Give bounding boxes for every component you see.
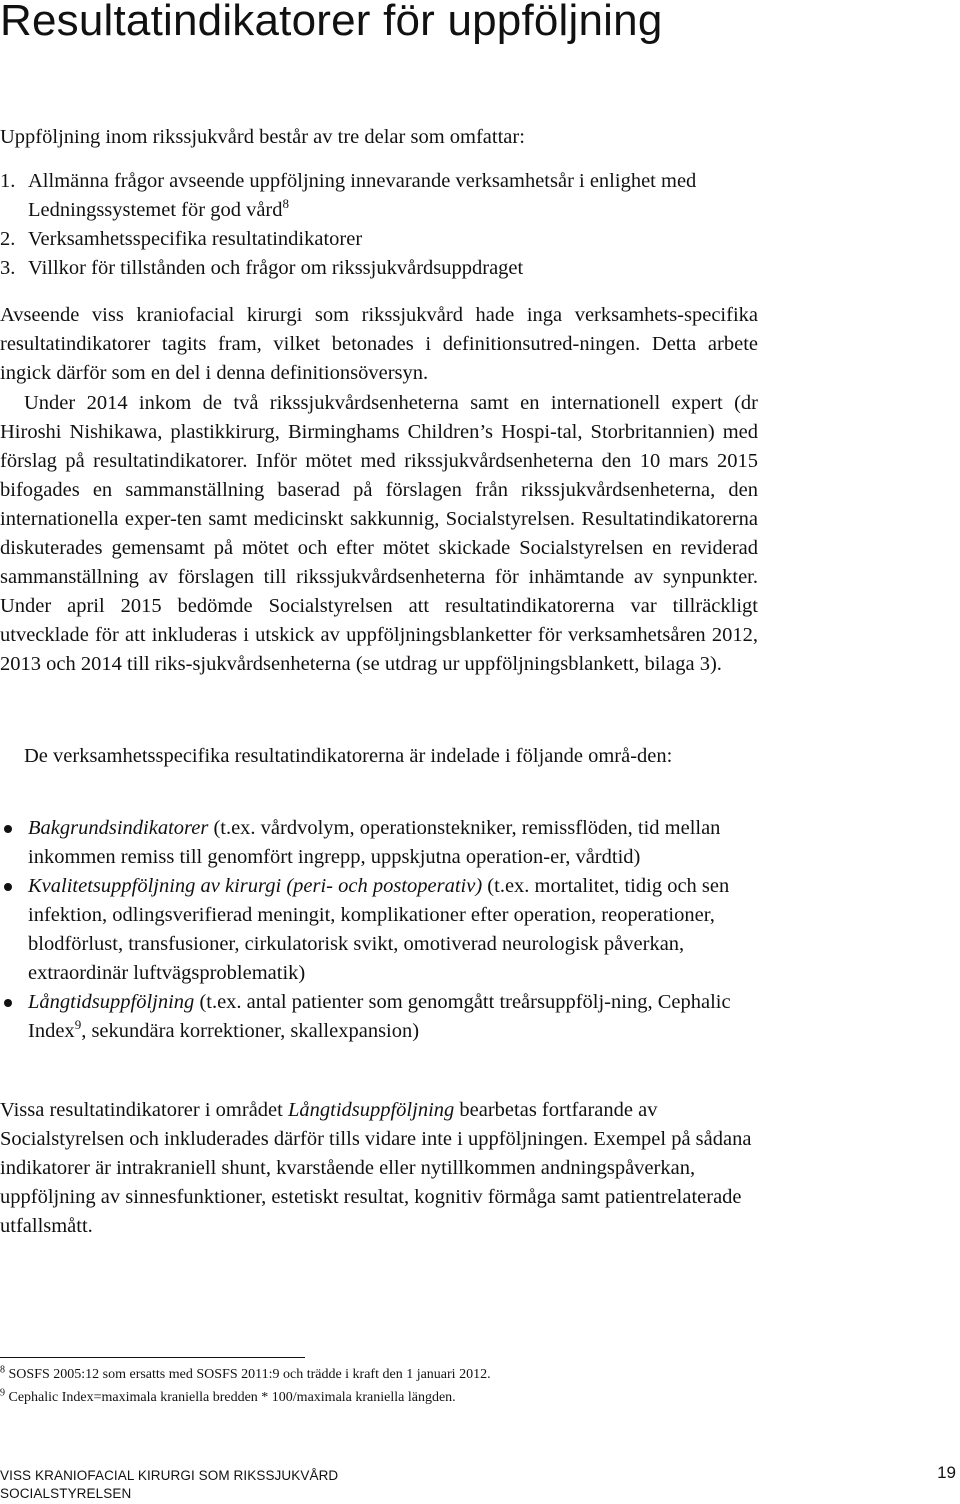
bullet-term: Bakgrundsindikatorer bbox=[28, 817, 209, 839]
footnote-number: 9 bbox=[0, 1387, 5, 1399]
bullet-text-continued: , sekundära korrektioner, skallexpansion) bbox=[81, 1020, 420, 1042]
footer-publisher: SOCIALSTYRELSEN bbox=[0, 1486, 132, 1501]
list-number: 3. bbox=[0, 257, 16, 279]
list-item bbox=[0, 225, 760, 254]
bullet-item bbox=[0, 814, 760, 872]
footnote-text: SOSFS 2005:12 som ersatts med SOSFS 2011:9 och trädde i kraft den 1 januari 2012. bbox=[5, 1367, 491, 1382]
bullet-text: (t.ex. vårdvolym, operationstekniker, remissflöden, tid mellan inkommen remiss till genomfört ingrepp, uppskjutna operation-er, vårdtid) bbox=[28, 817, 721, 868]
body-paragraph: Avseende viss kraniofacial kirurgi som rikssjukvård hade inga verksamhets-specifika resultatindikatorer tagits fram, vilket betonades i definitionsutred-ningen. Detta arbete ingick därför som en del i denna definitionsöversyn. bbox=[0, 304, 758, 384]
paragraph-text: Vissa resultatindikatorer i området bbox=[0, 1099, 288, 1121]
footnote-divider bbox=[0, 1357, 305, 1358]
bullet-icon bbox=[4, 825, 12, 833]
paragraph-text: bearbetas fortfarande av Socialstyrelsen och inkluderades därför tills vidare inte i uppföljningen. Exempel på sådana indikatorer är intrakraniell shunt, kvarstående eller nytillkommen andningspåverkan, uppföljning av sinnesfunktioner, estetiskt resultat, kognitiv förmåga samt patientrelaterade utfallsmått. bbox=[0, 1099, 752, 1237]
list-item bbox=[0, 167, 760, 225]
bullet-term: Långtidsuppföljning bbox=[28, 991, 195, 1013]
list-item-text: Allmänna frågor avseende uppföljning innevarande verksamhetsår i enlighet med Ledningssystemet för god vård bbox=[28, 170, 697, 221]
list-item bbox=[0, 254, 760, 283]
page-footer bbox=[0, 1467, 338, 1503]
bullet-term: Kvalitetsuppföljning av kirurgi (peri- och postoperativ) bbox=[28, 875, 483, 897]
footnote-ref[interactable]: 8 bbox=[282, 196, 289, 212]
intro-paragraph: Uppföljning inom rikssjukvård består av tre delar som omfattar: bbox=[0, 126, 525, 148]
bullet-text: (t.ex. mortalitet, tidig och sen infektion, odlingsverifierad meningit, komplikationer efter operation, reoperationer, blodförlust, transfusioner, cirkulatorisk svikt, omotiverad neurologisk påverkan, extraordinär luftvägsproblematik) bbox=[28, 875, 730, 984]
list-number: 1. bbox=[0, 170, 16, 192]
footnote-text: Cephalic Index=maximala kraniella bredden * 100/maximala kraniella längden. bbox=[5, 1390, 456, 1405]
footer-document-title: VISS KRANIOFACIAL KIRURGI SOM RIKSSJUKVÅRD bbox=[0, 1468, 339, 1483]
footnote-ref[interactable]: 9 bbox=[74, 1017, 82, 1033]
bullet-item bbox=[0, 872, 760, 988]
bullet-list bbox=[0, 814, 760, 1046]
body-paragraph bbox=[0, 1096, 758, 1241]
page-number: 19 bbox=[937, 1463, 956, 1482]
list-item-text: Verksamhetsspecifika resultatindikatorer bbox=[28, 228, 363, 250]
list-number: 2. bbox=[0, 228, 16, 250]
bullet-icon bbox=[4, 883, 12, 891]
body-paragraph: Under 2014 inkom de två rikssjukvårdsenheterna samt en internationell expert (dr Hiroshi Nishikawa, plastikkirurg, Birminghams Children’s Hospi-tal, Storbritannien) med förslag på resultatindikatorer. Inför mötet med rikssjukvårdsenheterna den 10 mars 2015 bifogades en sammanställning baserad på förslagen från rikssjukvårdsenheterna, den internationella exper-ten samt medicinskt sakkunnig, Socialstyrelsen. Resultatindikatorerna diskuterades gemensamt på mötet och efter mötet skickade Socialstyrelsen en reviderad sammanställning av förslagen till rikssjukvårdsenheterna för inhämtande av synpunkter. Under april 2015 bedömde Socialstyrelsen att resultatindikatorerna var tillräckligt utvecklade för att inkluderas i utskick av uppföljningsblanketter för verksamhetsåren 2012, 2013 och 2014 till riks-sjukvårdsenheterna (se utdrag ur uppföljningsblankett, bilaga 3). bbox=[0, 392, 758, 675]
bullet-text: (t.ex. antal patienter som genomgått treårsuppfölj-ning, Cephalic Index bbox=[28, 991, 731, 1042]
list-item-text: Villkor för tillstånden och frågor om rikssjukvårdsuppdraget bbox=[28, 257, 524, 279]
page-title: Resultatindikatorer för uppföljning bbox=[0, 0, 663, 45]
body-paragraph: De verksamhetsspecifika resultatindikatorerna är indelade i följande områ-den: bbox=[24, 745, 673, 767]
bullet-item bbox=[0, 988, 760, 1046]
numbered-list bbox=[0, 167, 760, 283]
footnote bbox=[0, 1389, 900, 1407]
footnote bbox=[0, 1366, 900, 1384]
footnote-number: 8 bbox=[0, 1364, 5, 1376]
emphasized-term: Långtidsuppföljning bbox=[287, 1099, 455, 1121]
bullet-icon bbox=[4, 999, 12, 1007]
